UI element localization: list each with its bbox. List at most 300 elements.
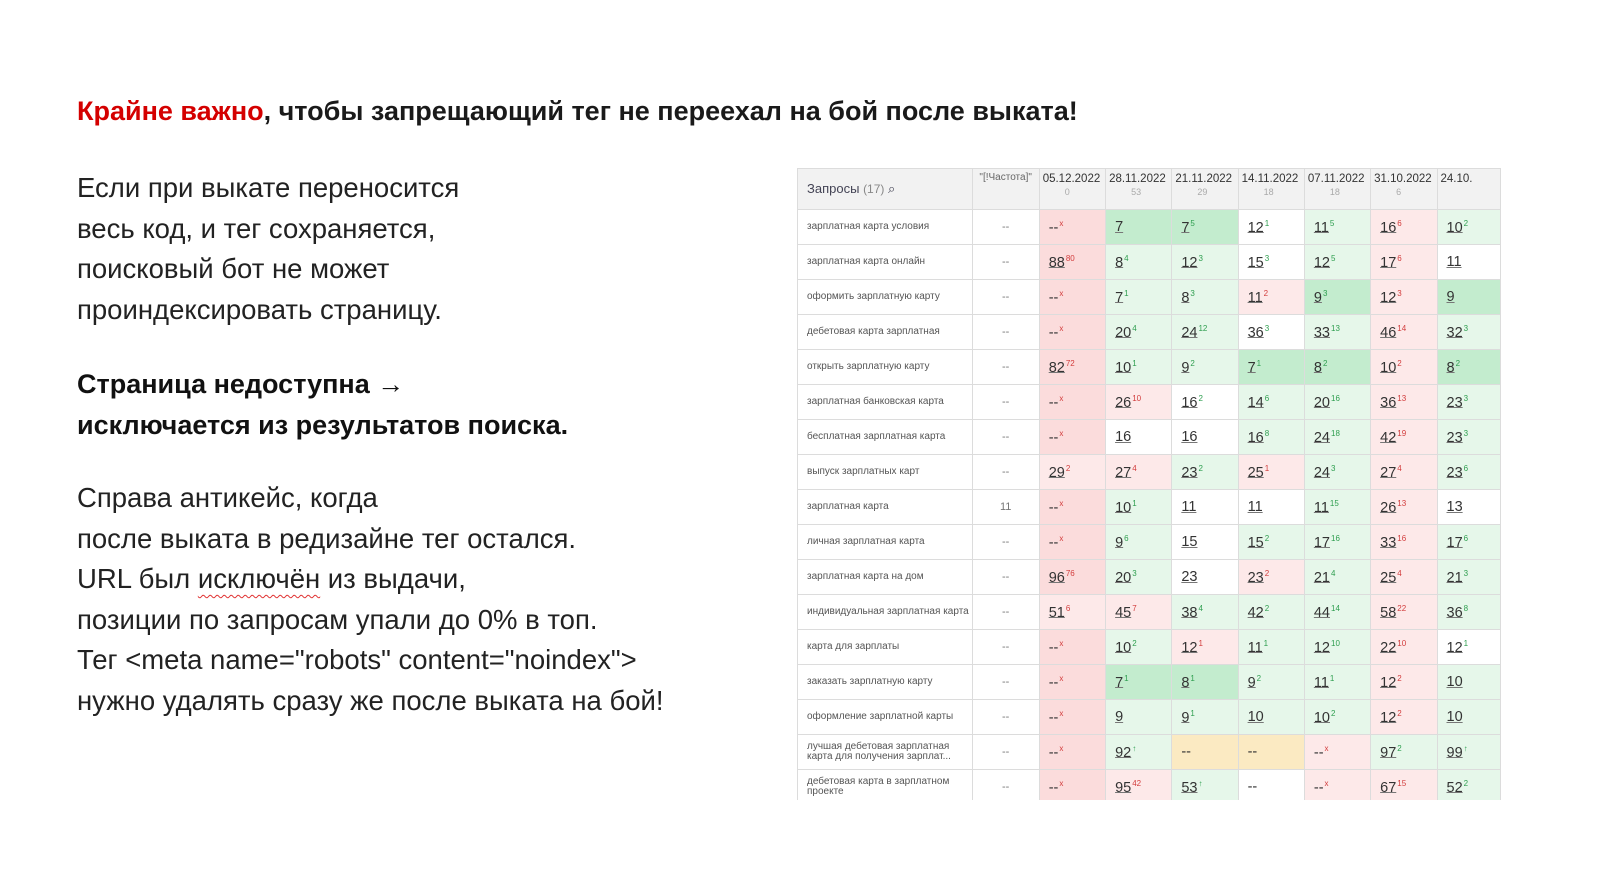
position-value: 44 [1313,604,1330,621]
position-change: 76 [1065,568,1075,578]
position-cell[interactable] [1437,315,1501,350]
headline-rest: , чтобы запрещающий тег не переехал на бой после выката! [263,96,1078,126]
position-value: -- [1181,744,1191,760]
position-cell[interactable] [1039,735,1105,770]
position-value: 16 [1247,429,1264,446]
headline [77,96,1078,127]
position-cell[interactable] [1304,630,1370,665]
position-cell[interactable] [1039,385,1105,420]
position-cell[interactable] [1371,735,1437,770]
position-cell[interactable] [1039,210,1105,245]
position-value: 16 [1181,429,1198,445]
query-column-header[interactable] [798,169,973,210]
position-value: 92 [1115,744,1132,761]
table-row [798,245,1501,280]
position-cell[interactable] [1039,245,1105,280]
position-cell[interactable] [1039,770,1105,801]
position-change: 6 [1463,533,1469,543]
position-value: 11 [1313,674,1329,691]
position-cell[interactable] [1437,735,1501,770]
position-change: 1 [1132,498,1137,508]
frequency-cell: 11 [972,490,1039,525]
position-cell[interactable] [1039,280,1105,315]
date-label: 24.10. [1440,173,1473,185]
position-cell[interactable] [1304,525,1370,560]
position-cell[interactable] [1238,665,1304,700]
position-change: x [1059,743,1064,753]
position-cell[interactable] [1238,595,1304,630]
position-change: 2 [1264,568,1270,578]
position-value: 20 [1115,569,1132,586]
position-value: 88 [1048,254,1065,271]
position-cell[interactable] [1371,525,1437,560]
position-cell[interactable] [1172,280,1238,315]
position-cell[interactable] [1106,700,1172,735]
date-label: 07.11.2022 [1307,173,1365,185]
frequency-cell: -- [972,735,1039,770]
position-cell[interactable] [1304,735,1370,770]
position-value: 33 [1313,324,1330,341]
anticase-text: из выдачи, [320,563,466,595]
position-cell[interactable] [1304,700,1370,735]
position-cell[interactable] [1172,630,1238,665]
position-cell[interactable] [1039,630,1105,665]
position-change: 8 [1264,428,1270,438]
position-value: 53 [1181,779,1198,796]
position-value: 12 [1446,639,1463,656]
position-cell[interactable] [1039,455,1105,490]
position-cell[interactable] [1106,385,1172,420]
position-value: 12 [1380,709,1397,726]
position-value: -- [1048,429,1059,446]
position-cell[interactable] [1172,735,1238,770]
date-change-count: 29 [1197,187,1208,197]
date-column-header[interactable] [1106,169,1172,210]
position-value: 11 [1247,499,1263,515]
position-cell[interactable] [1238,770,1304,801]
position-cell[interactable] [1172,455,1238,490]
position-change: 13 [1397,393,1407,403]
position-cell[interactable] [1106,315,1172,350]
position-cell[interactable] [1304,245,1370,280]
position-cell[interactable] [1437,455,1501,490]
position-change: 2 [1065,463,1071,473]
position-cell[interactable] [1039,700,1105,735]
position-cell[interactable] [1437,630,1501,665]
anticase-line [77,559,664,600]
position-change: 2 [1322,358,1328,368]
position-cell[interactable] [1304,770,1370,801]
position-change: 1 [1263,638,1269,648]
position-change: x [1059,638,1064,648]
position-value: 9 [1247,674,1256,691]
position-value: 12 [1247,219,1264,236]
position-cell[interactable] [1238,350,1304,385]
position-value: -- [1048,219,1059,236]
position-cell[interactable] [1371,455,1437,490]
position-cell[interactable] [1172,315,1238,350]
position-cell[interactable] [1437,665,1501,700]
frequency-cell: -- [972,665,1039,700]
date-column-header[interactable] [1371,169,1437,210]
position-cell[interactable] [1172,560,1238,595]
position-value: 17 [1313,534,1330,551]
position-value: 8 [1115,254,1124,271]
position-cell[interactable] [1371,280,1437,315]
position-cell[interactable] [1437,525,1501,560]
position-change: 4 [1331,568,1336,578]
position-cell[interactable] [1238,630,1304,665]
position-value: 96 [1048,569,1065,586]
position-change: 1 [1256,358,1262,368]
position-value: 10 [1115,639,1132,656]
position-change: 2 [1463,218,1469,228]
position-cell[interactable] [1106,420,1172,455]
position-cell[interactable] [1304,665,1370,700]
frequency-cell: -- [972,525,1039,560]
position-value: 10 [1446,674,1463,690]
position-cell[interactable] [1106,735,1172,770]
date-column-header[interactable] [1437,169,1501,210]
position-change: 4 [1132,463,1137,473]
position-cell[interactable] [1304,315,1370,350]
position-value: 24 [1313,429,1330,446]
position-value: 82 [1048,359,1065,376]
frequency-cell: -- [972,700,1039,735]
position-change: 5 [1331,253,1336,263]
position-cell[interactable] [1304,490,1370,525]
position-cell[interactable] [1371,245,1437,280]
position-cell[interactable] [1238,420,1304,455]
position-value: 24 [1313,464,1330,481]
position-cell[interactable] [1172,700,1238,735]
position-cell[interactable] [1238,385,1304,420]
position-change: 3 [1132,568,1137,578]
position-cell[interactable] [1172,490,1238,525]
position-change: 42 [1132,778,1142,788]
position-cell[interactable] [1304,420,1370,455]
frequency-cell: -- [972,455,1039,490]
position-value: 7 [1115,674,1124,691]
position-change: 5 [1190,218,1195,228]
position-value: -- [1247,744,1258,760]
table-row [798,210,1501,245]
position-value: 33 [1380,534,1397,551]
position-cell[interactable] [1371,665,1437,700]
query-cell: зарплатная карта [798,490,973,525]
position-value: 27 [1115,464,1132,481]
position-cell[interactable] [1039,595,1105,630]
position-value: 7 [1115,219,1124,235]
position-cell[interactable] [1371,420,1437,455]
position-change: 10 [1397,638,1407,648]
position-change: 3 [1463,323,1469,333]
query-cell: зарплатная карта онлайн [798,245,973,280]
position-cell[interactable] [1371,315,1437,350]
position-change: 2 [1455,358,1461,368]
query-cell: индивидуальная зарплатная карта [798,595,973,630]
position-value: -- [1048,534,1059,551]
table-row [798,315,1501,350]
position-value: 21 [1446,569,1463,586]
position-value: 23 [1247,569,1264,586]
position-cell[interactable] [1172,385,1238,420]
position-cell[interactable] [1172,350,1238,385]
date-column-header[interactable] [1039,169,1105,210]
position-value: 10 [1247,709,1264,725]
position-cell[interactable] [1106,525,1172,560]
position-change: x [1059,323,1064,333]
position-cell[interactable] [1106,665,1172,700]
position-cell[interactable] [1238,245,1304,280]
position-cell[interactable] [1304,385,1370,420]
date-column-header[interactable] [1238,169,1304,210]
position-change: 6 [1264,393,1270,403]
position-value: 7 [1247,359,1256,376]
consequence-line: Страница недоступна → [77,369,405,399]
position-change: 3 [1331,463,1336,473]
position-value: 23 [1446,464,1463,481]
position-cell[interactable] [1437,770,1501,801]
position-cell[interactable] [1172,595,1238,630]
query-cell: оформить зарплатную карту [798,280,973,315]
position-value: 23 [1446,429,1463,446]
position-value: 11 [1247,639,1263,656]
position-value: 8 [1181,289,1190,306]
position-change: 1 [1463,638,1469,648]
position-change: 2 [1331,708,1336,718]
position-cell[interactable] [1304,560,1370,595]
position-value: 42 [1247,604,1264,621]
position-value: 8 [1181,674,1190,691]
position-cell[interactable] [1304,350,1370,385]
position-change: 4 [1124,253,1129,263]
position-cell[interactable] [1371,700,1437,735]
position-cell[interactable] [1238,455,1304,490]
position-change: x [1059,288,1064,298]
position-value: 23 [1181,464,1198,481]
position-value: 20 [1313,394,1330,411]
position-change: 2 [1264,603,1270,613]
position-change: 6 [1397,253,1402,263]
position-cell[interactable] [1172,525,1238,560]
position-cell[interactable] [1106,770,1172,801]
position-cell[interactable] [1106,595,1172,630]
position-cell[interactable] [1437,280,1501,315]
position-value: -- [1048,289,1059,306]
position-cell[interactable] [1437,245,1501,280]
position-cell[interactable] [1238,490,1304,525]
table-row [798,665,1501,700]
position-cell[interactable] [1106,455,1172,490]
position-value: -- [1048,639,1059,656]
position-cell[interactable] [1238,525,1304,560]
position-value: 42 [1380,429,1397,446]
position-cell[interactable] [1437,420,1501,455]
position-change: 18 [1331,428,1340,438]
position-cell[interactable] [1437,385,1501,420]
position-value: -- [1313,744,1324,761]
position-cell[interactable] [1437,595,1501,630]
position-cell[interactable] [1106,560,1172,595]
position-change: ↑ [1463,743,1468,753]
position-cell[interactable] [1039,420,1105,455]
position-cell[interactable] [1106,490,1172,525]
intro-line: проиндексировать страницу. [77,293,442,325]
position-change: 2 [1397,743,1402,753]
position-cell[interactable] [1304,595,1370,630]
position-cell[interactable] [1238,315,1304,350]
paragraph-consequence [77,364,568,445]
table-row [798,385,1501,420]
position-value: 27 [1380,464,1397,481]
frequency-cell: -- [972,245,1039,280]
position-change: 1 [1264,218,1270,228]
position-cell[interactable] [1039,525,1105,560]
position-value: 38 [1181,604,1198,621]
position-cell[interactable] [1371,630,1437,665]
position-cell[interactable] [1304,280,1370,315]
paragraph-anticase [77,478,664,722]
frequency-cell: -- [972,315,1039,350]
position-value: 8 [1446,359,1455,376]
date-change-count: 18 [1263,187,1274,197]
position-cell[interactable] [1039,315,1105,350]
intro-line: поисковый бот не может [77,253,390,285]
position-change: x [1059,218,1064,228]
position-value: 97 [1380,744,1397,761]
paragraph-intro [77,168,459,330]
intro-line: Если при выкате переносится [77,172,460,203]
query-header-label: Запросы [807,181,860,196]
position-value: -- [1247,779,1258,795]
position-cell[interactable] [1238,280,1304,315]
position-value: 12 [1181,639,1198,656]
position-value: 16 [1181,394,1198,411]
position-cell[interactable] [1039,350,1105,385]
position-cell[interactable] [1172,770,1238,801]
position-value: 26 [1115,394,1132,411]
position-value: 26 [1380,499,1397,516]
date-label: 21.11.2022 [1175,173,1233,185]
position-change: 4 [1198,603,1203,613]
position-cell[interactable] [1039,665,1105,700]
position-cell[interactable] [1371,595,1437,630]
position-value: 99 [1446,744,1463,761]
position-value: -- [1048,324,1059,341]
date-label: 14.11.2022 [1241,173,1299,185]
position-value: 11 [1247,289,1263,306]
position-cell[interactable] [1172,665,1238,700]
position-cell[interactable] [1238,560,1304,595]
position-value: 21 [1313,569,1330,586]
position-value: 25 [1247,464,1264,481]
anticase-line: Тег <meta name="robots" content="noindex"> [77,644,637,676]
position-value: 16 [1115,429,1132,445]
table-row [798,490,1501,525]
position-change: 1 [1124,673,1129,683]
query-cell: дебетовая карта зарплатная [798,315,973,350]
position-cell[interactable] [1238,735,1304,770]
query-cell: зарплатная банковская карта [798,385,973,420]
position-change: x [1059,708,1064,718]
search-icon[interactable]: ⌕ [888,181,896,196]
position-change: 2 [1264,533,1270,543]
position-change: 16 [1397,533,1407,543]
position-change: 1 [1190,673,1195,683]
position-cell[interactable] [1437,350,1501,385]
position-value: 15 [1181,534,1198,550]
table-row [798,630,1501,665]
position-cell[interactable] [1304,210,1370,245]
position-change: 3 [1463,568,1469,578]
position-value: 11 [1313,499,1329,516]
table-row [798,420,1501,455]
position-change: 80 [1065,253,1075,263]
position-value: 15 [1247,534,1264,551]
table-row [798,700,1501,735]
position-cell[interactable] [1106,210,1172,245]
query-cell: заказать зарплатную карту [798,665,973,700]
position-cell[interactable] [1437,490,1501,525]
position-change: 2 [1397,708,1402,718]
position-cell[interactable] [1371,210,1437,245]
intro-line: весь код, и тег сохраняется, [77,212,436,244]
position-cell[interactable] [1238,700,1304,735]
query-cell: зарплатная карта условия [798,210,973,245]
position-cell[interactable] [1371,490,1437,525]
position-cell[interactable] [1039,490,1105,525]
position-cell[interactable] [1371,770,1437,801]
anticase-text: URL был [77,563,198,595]
position-cell[interactable] [1106,630,1172,665]
position-cell[interactable] [1371,560,1437,595]
position-change: 16 [1331,533,1340,543]
frequency-column-header[interactable] [972,169,1039,210]
position-cell[interactable] [1437,210,1501,245]
position-change: 2 [1132,638,1137,648]
frequency-cell: -- [972,210,1039,245]
position-cell[interactable] [1304,455,1370,490]
position-cell[interactable] [1172,420,1238,455]
position-change: 6 [1397,218,1402,228]
position-value: 22 [1380,639,1397,656]
position-value: 10 [1446,219,1463,236]
date-column-header[interactable] [1172,169,1238,210]
position-change: 4 [1397,463,1402,473]
position-cell[interactable] [1172,210,1238,245]
position-cell[interactable] [1172,245,1238,280]
position-cell[interactable] [1437,560,1501,595]
position-cell[interactable] [1106,350,1172,385]
position-cell[interactable] [1106,280,1172,315]
position-change: 6 [1065,603,1071,613]
table-row [798,595,1501,630]
position-change: x [1324,743,1329,753]
position-value: 10 [1115,359,1132,376]
position-change: 4 [1397,568,1402,578]
frequency-header-label: "[!Частота]" [979,172,1032,183]
date-column-header[interactable] [1304,169,1370,210]
position-cell[interactable] [1371,385,1437,420]
position-cell[interactable] [1039,560,1105,595]
position-value: -- [1048,499,1059,516]
position-cell[interactable] [1371,350,1437,385]
position-cell[interactable] [1238,210,1304,245]
position-cell[interactable] [1106,245,1172,280]
position-change: 13 [1397,498,1407,508]
position-cell[interactable] [1437,700,1501,735]
